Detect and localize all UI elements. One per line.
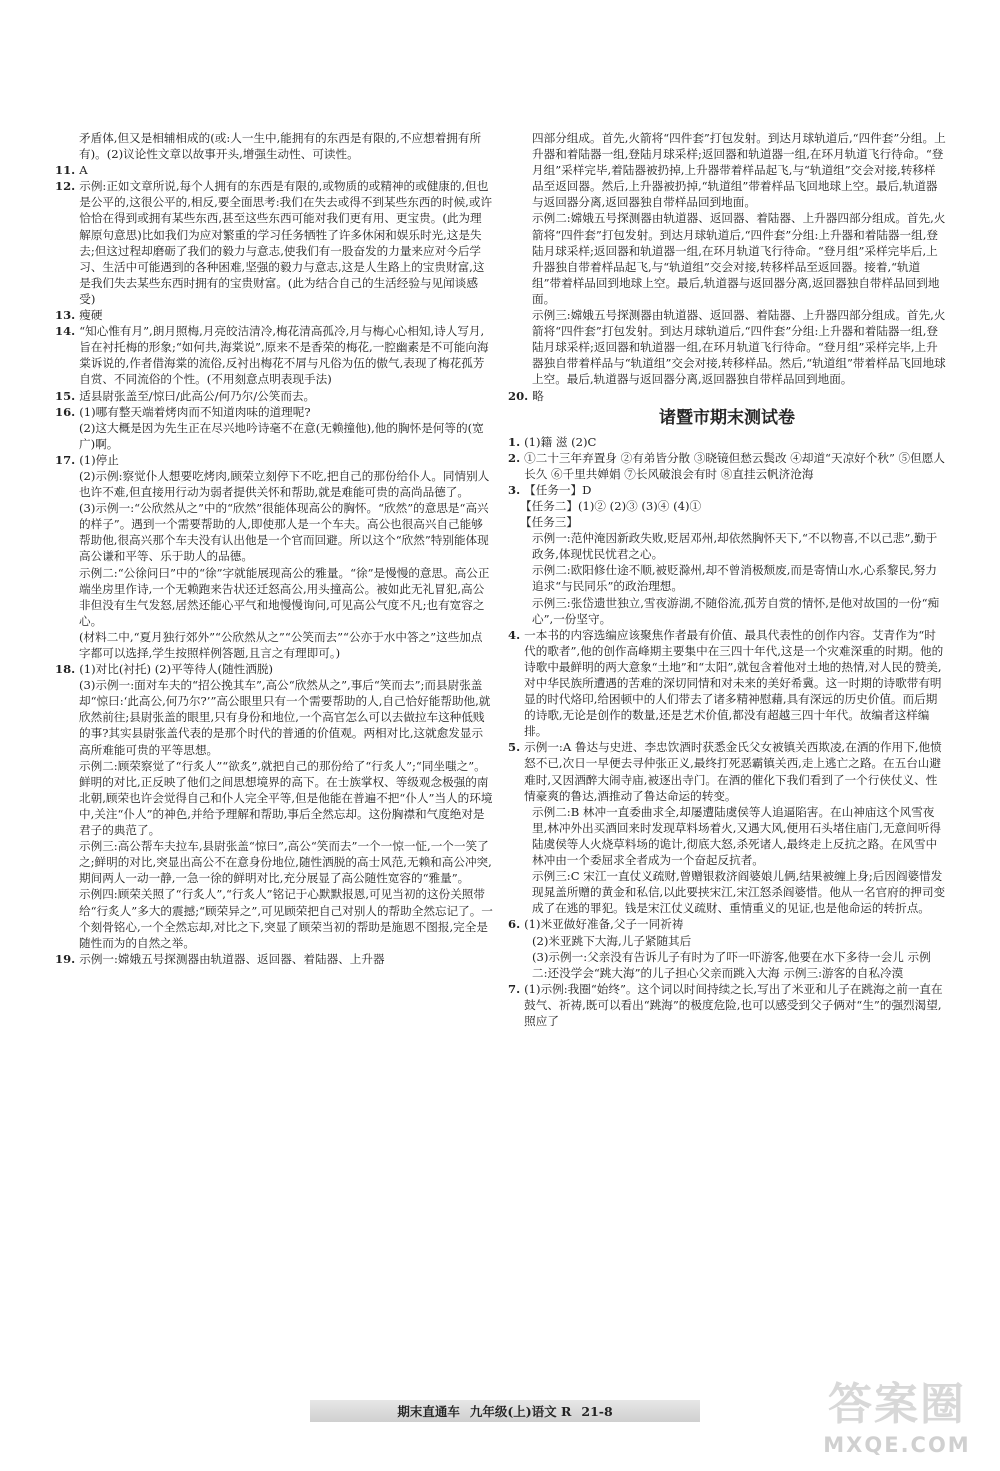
answer-text: 略 (532, 388, 544, 403)
answer-paragraph (508, 595, 946, 627)
answer-text: 示例三:张岱遗世独立,雪夜游湖,不随俗流,孤芳自赏的情怀,是他对故国的一份“痴心”,一份坚守。 (532, 595, 940, 626)
answer-text: A (79, 163, 88, 178)
answer-text: 一本书的内容选编应该聚焦作者最有价值、最具代表性的创作内容。艾青作为“时代的歌者”,他的创作高峰期主要集中在三四十年代,这是一个灾难深重的时期。他的诗歌中最鲜明的两大意象“土地”和“太阳”,就包含着他对土地的热情,对人民的赞美,对中华民族所遭遇的苦难的深切同情和对未来的美好希冀。这一时期的诗歌带有明显的时代烙印,给困顿中的人们带去了诸多精神慰藉,具有深远的历史价值。而后期的诗歌,无论是创作的数量,还是艺术价值,都没有超越三四十年代。故编者这样编排。 (524, 627, 944, 739)
answer-text: “知心惟有月”,朗月照梅,月亮皎洁清冷,梅花清高孤冷,月与梅心心相知,诗人写月,旨在衬托梅的形象;“如何共,海棠说”,原来不是香荣的梅花,一腔幽素是不可能向海棠诉说的,作者借海棠的流俗,反衬出梅花不屑与凡俗为伍的傲气,表现了梅花孤芳自赏、不同流俗的个性。(不用刻意点明表现手法) (79, 324, 489, 387)
answer-text: 示例一:A 鲁达与史进、李忠饮酒时获悉金氏父女被镇关西欺凌,在酒的作用下,他愤怒不已,次日一早便去寻仲张正义,最终打死恶霸镇关西,走上逃亡之路。在五台山避难时,又因酒醉大闹寺庙,被逐出寺门。在酒的催化下我们看到了一个行侠仗义、性情豪爽的鲁达,酒推动了鲁达命运的转变。 (524, 740, 942, 803)
answer-paragraph (55, 886, 493, 950)
watermark-logo: 答案圈 (828, 1379, 966, 1430)
answer-paragraph (55, 661, 493, 677)
answer-paragraph (55, 307, 493, 323)
answer-text: (材料二中,“夏月独行郊外”“公欣然从之”“公笑而去”“公亦于水中答之”这些加点字都可以选择,学生按照样例答题,且言之有理即可。) (79, 629, 483, 660)
answer-text: 矛盾体,但又是相辅相成的(或:人一生中,能拥有的东西是有限的,不应想着拥有所有)。(2)议论性文章以故事开头,增强生动性、可读性。 (79, 131, 482, 162)
answer-text: 【任务二】(1)② (2)③ (3)④ (4)① (520, 498, 702, 513)
answer-text: (1)哪有整天端着烤肉而不知道肉味的道理呢? (79, 404, 311, 419)
page-footer (310, 1400, 700, 1422)
answer-paragraph (508, 498, 946, 514)
answer-paragraph (55, 452, 493, 468)
question-number: 4. (508, 627, 525, 642)
answer-paragraph (55, 500, 493, 564)
answer-paragraph (508, 868, 946, 916)
answer-paragraph (508, 130, 946, 210)
answer-text: 示例一:嫦娥五号探测器由轨道器、返回器、着陆器、上升器 (79, 951, 385, 966)
answer-text: 示例三:高公帮车夫拉车,县尉张盖“惊曰”,高公“笑而去”一个一惊一怔,一个一笑了之;鲜明的对比,突显出高公不在意身份地位,随性洒脱的高士风范,无赖和高公冲突,期间两人一动一静,一急一徐的鲜明对比,充分展显了高公随性宽容的“雅量”。 (79, 839, 492, 886)
footer-page-number: 21-8 (581, 1403, 613, 1419)
answer-text: 瘦硬 (79, 308, 103, 323)
answer-text: (1)米亚做好准备,父子一同祈祷 (524, 917, 684, 932)
answer-paragraph (508, 627, 946, 740)
answer-paragraph (508, 514, 946, 530)
question-number: 16. (55, 404, 80, 419)
answer-paragraph (508, 933, 946, 949)
answer-text: (2)示例:察觉仆人想要吃烤肉,顾荣立刻停下不吃,把自己的那份给仆人。同情别人也许不难,但直接用行动为弱者提供关怀和帮助,就是难能可贵的高尚品德了。 (79, 468, 490, 500)
answer-text: (2)这大概是因为先生正在尽兴地吟诗毫不在意(无赖撞他),他的胸怀是何等的(宽广)啊。 (79, 420, 484, 451)
answer-text: 示例三:嫦娥五号探测器由轨道器、返回器、着陆器、上升器四部分组成。首先,火箭将“四件套”打包发射。到达月球轨道后,“四件套”分组:上升器和着陆器一组,登陆月球采样;返回器和轨道器一组,在环月轨道飞行待命。“登月组”采样完毕,上升器独自带着样品与“轨道组”交会对接,转移样品。然后,“轨道组”带着样品飞回地球上空。最后,轨道器与返回器分离,返回器独自带样品回到地面。 (532, 308, 946, 387)
answer-paragraph (508, 388, 946, 404)
answer-text: (1)示例:我圈“始终”。这个词以时间持续之长,写出了米亚和儿子在跳海之前一直在鼓气、祈祷,既可以看出“跳海”的极度危险,也可以感受到父子俩对“生”的强烈渴望,照应了 (524, 981, 943, 1028)
watermark (802, 1377, 992, 1465)
answer-text: ①二十三年弃置身 ②有弟皆分散 ③晓镜但愁云鬓改 ④却道“天凉好个秋” ⑤但愿人长久 ⑥千里共婵娟 ⑦长风破浪会有时 ⑧直挂云帆济沧海 (524, 450, 945, 481)
answer-paragraph (508, 434, 946, 450)
question-number: 14. (55, 324, 80, 339)
footer-title: 期末直通车 (397, 1404, 460, 1419)
answer-text: 【任务一】D (524, 482, 592, 497)
answer-paragraph (508, 307, 946, 387)
answer-text: (3)示例一:“公欣然从之”中的“欣然”很能体现高公的胸怀。“欣然”的意思是“高兴的样子”。遇到一个需要帮助的人,即使那人是一个车夫。高公也很高兴自己能够帮助他,很高兴那个车夫没有认出他是一个官而回避。所以这个“欣然”特别能体现高公谦和平等、乐于助人的品德。 (79, 501, 489, 564)
answer-text: 示例:正如文章所说,每个人拥有的东西是有限的,或物质的或精神的或健康的,但也是公平的,这很公平的,相反,要全面思考:我们在失去或得不到某些东西的时候,或许恰恰在得到或拥有某些东西,甚至这些东西可能对我们更有用、更宝贵。(此为理解原句意思)比如我们为应对繁重的学习任务牺牲了许多休闲和娱乐时光,这是失去;但这过程却磨砺了我们的毅力与意志,使我们有一股奋发的力量来应对今后学习、生活中可能遇到的各种困难,坚强的毅力与意志,这是人生路上的宝贵财富,这是我们失去某些东西时拥有的宝贵财富。(此为结合自己的生活经验与见闻谈感受) (79, 179, 493, 306)
question-number: 19. (55, 951, 80, 966)
answer-text: (3)示例一:面对车夫的“招公挽其车”,高公“欣然从之”,事后“笑而去”;而县尉张盖却“惊曰:‘此高公,何乃尔?’”高公眼里只有一个需要帮助的人,自己恰好能帮助他,就欣然前往;县尉张盖的眼里,只有身份和地位,一个高官怎么可以去做拉车这种低贱的事?其实县尉张盖代表的是那个时代的普通的价值观。两相对比,这就愈发显示高所难能可贵的平等思想。 (79, 678, 491, 757)
question-number: 6. (508, 917, 525, 932)
answer-paragraph (55, 323, 493, 387)
answer-text: 示例一:范仲淹因新政失败,贬居邓州,却依然胸怀天下,“不以物喜,不以己悲”,勤于政务,体现忧民忧君之心。 (532, 531, 938, 562)
answer-paragraph (508, 530, 946, 562)
question-number: 18. (55, 662, 80, 677)
answer-text: 示例三:C 宋江一直仗义疏财,曾赠银救济阎婆娘儿俩,结果被缠上身;后因阎婆惜发现晁盖所赠的黄金和私信,以此要挟宋江,宋江怒杀阎婆惜。他从一名官府的押司变成了在逃的罪犯。钱是宋江仗义疏财、重情重义的见证,也是他命运的转折点。 (532, 869, 946, 916)
answer-paragraph (508, 949, 946, 981)
answer-paragraph (55, 178, 493, 307)
answer-text: (1)停止 (79, 452, 119, 467)
answer-text: 诸暨市期末测试卷 (659, 407, 795, 428)
answer-paragraph (55, 951, 493, 967)
question-number: 11. (55, 163, 80, 178)
answer-paragraph (508, 210, 946, 307)
answer-text: 示例四:顾荣关照了“行炙人”,“行炙人”铭记于心默默报恩,可见当初的这份关照带给“行炙人”多大的震撼;“顾荣异之”,可见顾荣把自己对别人的帮助全然忘记了。一个刻骨铭心,一个全然忘却,对比之下,突显了顾荣当初的帮助是施恩不图报,完全是随性而为的自然之举。 (79, 887, 493, 950)
left-column (55, 130, 493, 967)
answer-paragraph (55, 565, 493, 629)
answer-paragraph (55, 838, 493, 886)
answer-paragraph (55, 677, 493, 757)
answer-text: 示例二:欧阳修仕途不顺,被贬滁州,却不曾消极颓废,而是寄情山水,心系黎民,努力追求“与民同乐”的政治理想。 (532, 563, 937, 594)
question-number: 13. (55, 308, 80, 323)
right-column (508, 130, 946, 1029)
answer-text: 【任务三】 (520, 515, 578, 530)
question-number: 12. (55, 179, 80, 194)
answer-paragraph (55, 130, 493, 162)
answer-paragraph (508, 562, 946, 594)
question-number: 2. (508, 450, 525, 465)
answer-text: 适县尉张盖至/惊曰/此高公/何乃尔/公笑而去。 (79, 388, 316, 403)
question-number: 17. (55, 452, 80, 467)
answer-paragraph (508, 450, 946, 482)
answer-text: 四部分组成。首先,火箭将“四件套”打包发射。到达月球轨道后,“四件套”分组。上升器和着陆器一组,登陆月球采样;返回器和轨道器一组,在环月轨道飞行待命。“登月组”采样完毕,着陆器被扔掉,上升器带着样品起飞,与“轨道组”交会对接,转移样品至返回器。然后,上升器被扔掉,“轨道组”带着样品飞回地球上空。最后,轨道器与返回器分离,返回器独自带样品回到地面。 (532, 131, 946, 210)
answer-text: (2)米亚跳下大海,儿子紧随其后 (532, 933, 692, 948)
answer-paragraph (508, 916, 946, 932)
answer-paragraph (508, 739, 946, 803)
question-number: 7. (508, 981, 525, 996)
answer-text: 示例二:顾荣察觉了“行炙人”“欲炙”,就把自己的那份给了“行炙人”;“同坐嗤之”。鲜明的对比,正反映了他们之间思想境界的高下。在士族掌权、等级观念极强的南北朝,顾荣也许会觉得自己和仆人完全平等,但是他能在普遍不把“仆人”当人的环境中,关注“仆人”的神色,并给予理解和帮助,事后全然忘却。这份胸襟和气度绝对是君子的典范了。 (79, 758, 493, 838)
answer-paragraph (55, 162, 493, 178)
answer-paragraph (55, 468, 493, 500)
answer-paragraph (55, 404, 493, 420)
footer-grade: 九年级(上)语文 R (469, 1404, 572, 1419)
question-number: 3. (508, 482, 525, 497)
answer-text: (3)示例一:父亲没有告诉儿子有时为了吓一吓游客,他要在水下多待一会儿 示例二:还没学会“跳大海”的儿子担心父亲而跳入大海 示例三:游客的自私冷漠 (532, 949, 931, 980)
answer-text: 示例二:B 林冲一直委曲求全,却屡遭陆虞侯等人追逼陷害。在山神庙这个风雪夜里,林冲外出买酒回来时发现草料场着火,又遇大风,便用石头堵住庙门,无意间听得陆虞侯等人火烧草料场的诡计,彻底大怒,杀死诸人,最终走上反抗之路。在风雪中林冲由一个委屈求全者成为一个奋起反抗者。 (532, 804, 941, 868)
section-heading (508, 406, 946, 430)
answer-text: 示例二:“公徐问曰”中的“徐”字就能展现高公的雅量。“徐”是慢慢的意思。高公正端坐房里作诗,一个无赖跑来告状还迁怒高公,用头撞高公。被如此无礼冒犯,高公非但没有生气发怒,居然还能心平气和地慢慢询问,可见高公气度不凡;也有宽容之心。 (79, 565, 490, 628)
question-number: 5. (508, 740, 525, 755)
answer-paragraph (508, 804, 946, 868)
watermark-url: MXQE.COM (823, 1433, 971, 1457)
answer-text: (1)对比(衬托) (2)平等待人(随性洒脱) (79, 662, 273, 677)
answer-text: (1)籍 滋 (2)C (524, 434, 597, 449)
question-number: 15. (55, 388, 80, 403)
answer-paragraph (55, 388, 493, 404)
question-number: 1. (508, 434, 525, 449)
answer-paragraph (55, 420, 493, 452)
answer-text: 示例二:嫦娥五号探测器由轨道器、返回器、着陆器、上升器四部分组成。首先,火箭将“四件套”打包发射。到达月球轨道后,“四件套”分组:上升器和着陆器一组,登陆月球采样;返回器和轨道器一组,在环月轨道飞行待命。“登月组”采样完毕后,上升器独自带着样品起飞,与“轨道组”交会对接,转移样品至返回器。接着,“轨道组”带着样品回到地球上空。最后,轨道器与返回器分离,返回器独自带样品回到地面。 (532, 211, 946, 306)
answer-paragraph (55, 629, 493, 661)
question-number: 20. (508, 388, 533, 403)
answer-paragraph (508, 981, 946, 1029)
answer-paragraph (508, 482, 946, 498)
answer-paragraph (55, 758, 493, 838)
